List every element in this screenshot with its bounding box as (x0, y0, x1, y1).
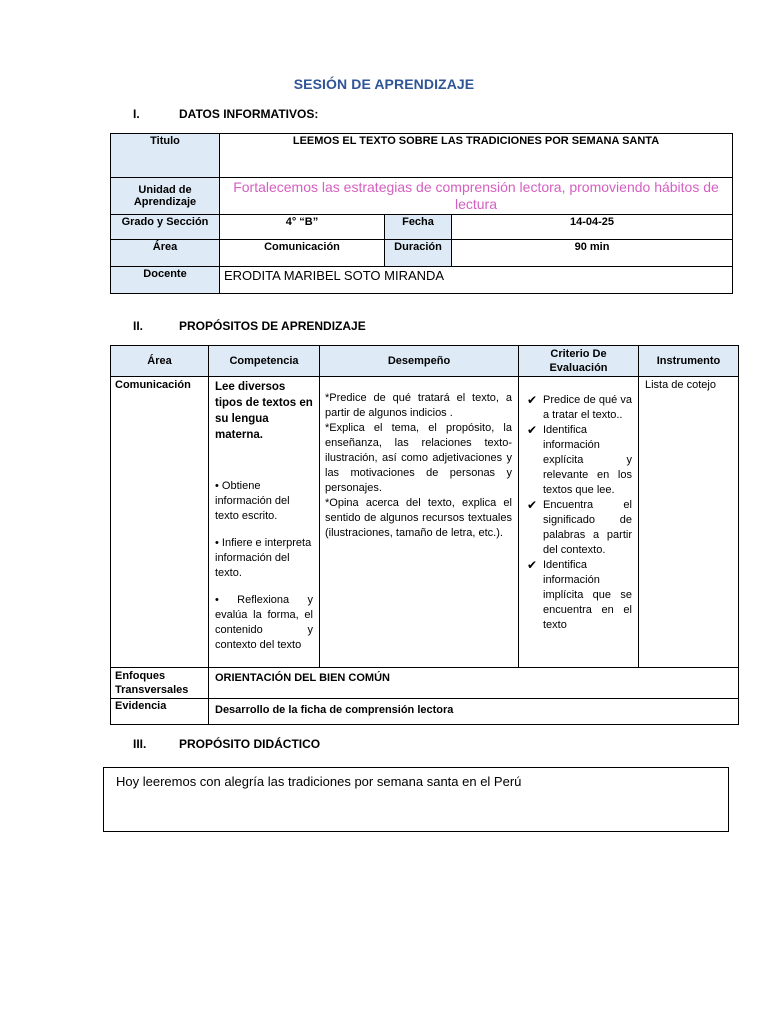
page-title: SESIÓN DE APRENDIZAJE (293, 76, 475, 92)
check-icon: ✔ (527, 558, 538, 572)
section-2-title: PROPÓSITOS DE APRENDIZAJE (179, 319, 366, 333)
capacidad-2: • Infiere e interpreta información del texto. (215, 537, 312, 579)
criterio-cell (519, 377, 639, 668)
check-icon: ✔ (527, 423, 538, 437)
unidad-value: Fortalecemos las estrategias de comprensión lectora, promoviendo hábitos de lectura (220, 178, 733, 215)
capacidad-3: • Reflexiona y evalúa la forma, el contenido y contexto del texto (215, 594, 313, 651)
area-label: Área (111, 240, 220, 267)
datos-informativos-table (110, 133, 733, 294)
evidencia-label: Evidencia (111, 699, 209, 725)
proposito-didactico-text: Hoy leeremos con alegría las tradiciones por semana santa en el Perú (116, 774, 522, 789)
desempeno-cell (320, 377, 519, 668)
docente-label: Docente (111, 267, 220, 294)
section-3-number: III. (133, 737, 147, 751)
enfoques-value: ORIENTACIÓN DEL BIEN COMÚN (209, 668, 739, 699)
criterio-item: ✔ Predice de qué va a tratar el texto.. (527, 393, 632, 421)
duracion-value: 90 min (452, 240, 733, 267)
section-3-title: PROPÓSITO DIDÁCTICO (179, 737, 321, 751)
desempeno-2: *Explica el tema, el propósito, la enseñanza, las relaciones texto-ilustración, así como adjetivaciones y las motivaciones de personas y personajes. (325, 422, 512, 494)
area-value: Comunicación (220, 240, 385, 267)
enfoques-label: Enfoques Transversales (111, 668, 209, 699)
titulo-value: LEEMOS EL TEXTO SOBRE LAS TRADICIONES POR SEMANA SANTA (220, 134, 733, 178)
section-2-number: II. (133, 319, 144, 333)
criterio-item: ✔ Identifica información implícita que se encuentra en el texto (527, 558, 632, 631)
header-competencia: Competencia (209, 346, 320, 377)
header-criterio: Criterio De Evaluación (519, 346, 639, 377)
check-icon: ✔ (527, 393, 538, 407)
titulo-label: Titulo (111, 134, 220, 178)
criterio-item: ✔ Encuentra el significado de palabras a partir del contexto. (527, 498, 632, 556)
section-1-title: DATOS INFORMATIVOS: (179, 107, 319, 121)
fecha-value: 14-04-25 (452, 215, 733, 240)
area-cell: Comunicación (111, 377, 209, 668)
evidencia-value: Desarrollo de la ficha de comprensión lectora (209, 699, 739, 725)
desempeno-1: *Predice de qué tratará el texto, a partir de algunos indicios . (325, 392, 512, 419)
fecha-label: Fecha (385, 215, 452, 240)
header-instrumento: Instrumento (639, 346, 739, 377)
section-1-number: I. (133, 107, 140, 121)
unidad-label: Unidad de Aprendizaje (111, 178, 220, 215)
instrumento-cell: Lista de cotejo (639, 377, 739, 668)
grado-value: 4° “B” (220, 215, 385, 240)
competencia-cell (209, 377, 320, 668)
capacidad-1: • Obtiene información del texto escrito. (215, 480, 290, 522)
grado-label: Grado y Sección (111, 215, 220, 240)
docente-value: ERODITA MARIBEL SOTO MIRANDA (220, 267, 733, 294)
check-icon: ✔ (527, 498, 538, 512)
desempeno-3: *Opina acerca del texto, explica el sentido de algunos recursos textuales (ilustraciones, tamaño de letra, etc.). (325, 497, 512, 539)
header-area: Área (111, 346, 209, 377)
duracion-label: Duración (385, 240, 452, 267)
propositos-table (110, 345, 739, 725)
criterio-list (525, 393, 632, 633)
header-desempeno: Desempeño (320, 346, 519, 377)
competencia-text: Lee diversos tipos de textos en su lengua materna. (215, 381, 313, 441)
criterio-item: ✔ Identifica información explícita y relevante en los textos que lee. (527, 423, 632, 496)
proposito-didactico-box (103, 767, 729, 832)
